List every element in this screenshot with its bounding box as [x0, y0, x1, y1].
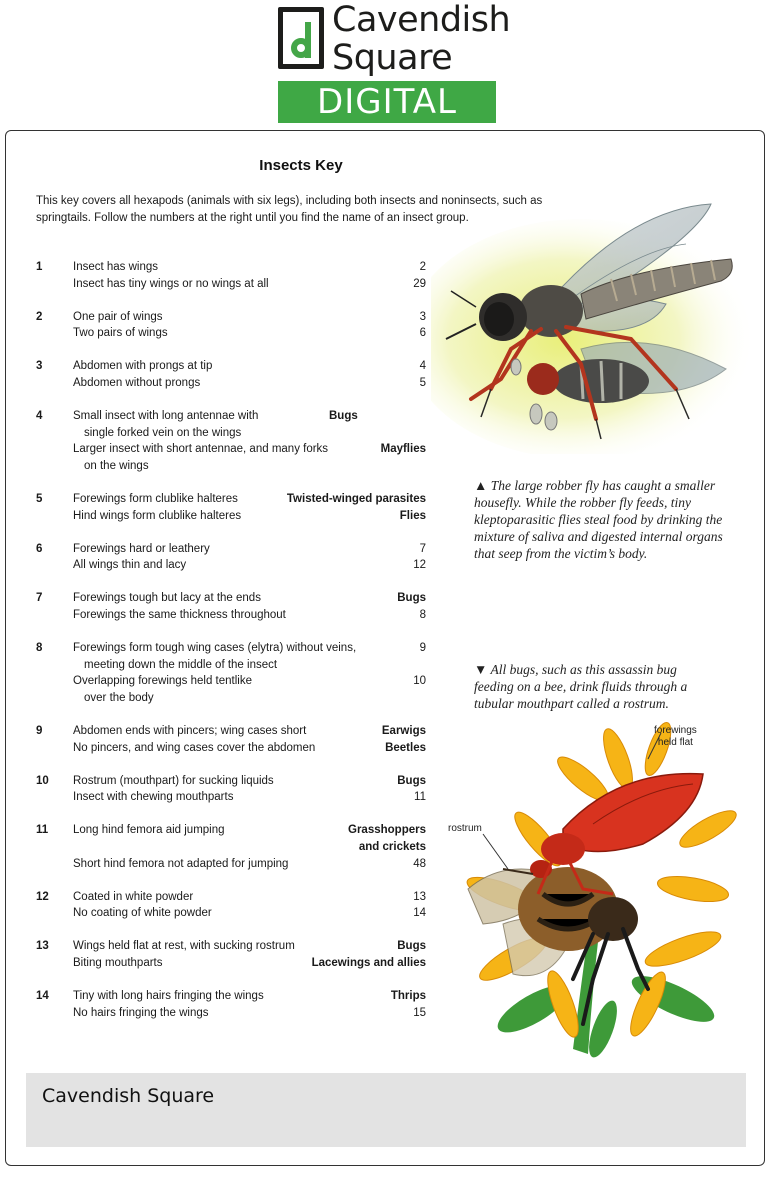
couplet-description — [73, 955, 306, 972]
key-couplet-row — [36, 508, 426, 525]
page-frame — [5, 130, 765, 1166]
couplet-result — [342, 822, 426, 856]
forewings-label — [654, 725, 697, 749]
key-group-14 — [36, 988, 426, 1022]
key-couplet-row — [36, 259, 426, 276]
key-group-12 — [36, 889, 426, 923]
key-couplet-row — [36, 938, 426, 955]
rostrum-label: rostrum — [448, 823, 482, 834]
couplet-result: 8 — [419, 608, 426, 621]
couplet-description — [73, 375, 414, 392]
key-group-5 — [36, 491, 426, 525]
key-couplet-row — [36, 740, 426, 757]
key-group-10 — [36, 773, 426, 807]
couplet-number — [36, 740, 73, 757]
couplet-description — [73, 590, 391, 607]
couplet-number: 2 — [36, 310, 43, 323]
key-group-3 — [36, 358, 426, 392]
couplet-description — [73, 773, 391, 790]
couplet-number — [36, 276, 73, 293]
couplet-number — [36, 905, 73, 922]
key-couplet-row — [36, 1005, 426, 1022]
key-couplet-row — [36, 889, 426, 906]
couplet-description — [73, 673, 407, 707]
couplet-result: Twisted-winged parasites — [286, 492, 426, 505]
forewings-label-line-2: held flat — [657, 737, 693, 748]
description-line: on the wings — [84, 460, 149, 473]
description-line: Overlapping forewings held tentlike — [73, 675, 252, 688]
key-group-6 — [36, 541, 426, 575]
couplet-result: Bugs — [329, 409, 358, 422]
assassin-bug-caption: ▼ All bugs, such as this assassin bug feeding on a bee, drink fluids through a tubular mouthpart called a rostrum. — [474, 662, 688, 711]
couplet-number: 4 — [36, 409, 43, 422]
couplet-description — [73, 740, 379, 757]
couplet-result: 13 — [413, 890, 426, 903]
couplet-result: 2 — [419, 261, 426, 273]
result-line: Grasshoppers — [348, 824, 426, 837]
robber-fly-illustration — [431, 189, 756, 454]
couplet-description — [73, 905, 407, 922]
key-couplet-row — [36, 822, 426, 856]
couplet-result: 12 — [413, 559, 426, 572]
description-line: Insect has tiny wings or no wings at all — [73, 277, 269, 290]
couplet-description — [73, 723, 376, 740]
couplet-number — [36, 1005, 73, 1022]
key-couplet-row — [36, 541, 426, 558]
key-couplet-row — [36, 856, 426, 873]
couplet-number — [36, 375, 73, 392]
couplet-result: 5 — [419, 376, 426, 389]
key-couplet-row — [36, 988, 426, 1005]
couplet-description — [73, 276, 407, 293]
couplet-number — [36, 441, 73, 475]
key-couplet-row — [36, 640, 426, 674]
description-line: Coated in white powder — [73, 890, 194, 903]
couplet-description — [73, 640, 414, 674]
description-line: Forewings hard or leathery — [73, 542, 210, 555]
couplet-result: 10 — [413, 675, 426, 688]
description-line: Abdomen ends with pincers; wing cases short — [73, 724, 307, 737]
key-couplet-row — [36, 491, 426, 508]
logo-wordmark — [332, 1, 510, 77]
logo-d-icon — [278, 7, 324, 69]
description-line: One pair of wings — [73, 310, 163, 323]
couplet-number — [36, 673, 73, 707]
couplet-number: 5 — [36, 492, 43, 505]
key-couplet-row — [36, 773, 426, 790]
couplet-result: Bugs — [397, 774, 426, 787]
couplet-result: 9 — [419, 641, 426, 654]
couplet-result: Bugs — [397, 592, 426, 605]
couplet-number: 3 — [36, 360, 43, 373]
couplet-description — [73, 856, 407, 873]
key-couplet-row — [36, 723, 426, 740]
couplet-description — [73, 408, 323, 442]
couplet-number: 8 — [36, 641, 43, 654]
couplet-result: 6 — [419, 327, 426, 340]
key-couplet-row — [36, 358, 426, 375]
couplet-result: 3 — [419, 310, 426, 323]
assassin-bug-illustration — [443, 719, 748, 1064]
description-line: Abdomen without prongs — [73, 376, 201, 389]
couplet-description — [73, 607, 414, 624]
key-group-2 — [36, 309, 426, 343]
couplet-description — [73, 358, 414, 375]
key-couplet-row — [36, 309, 426, 326]
description-line: Forewings the same thickness throughout — [73, 608, 286, 621]
description-line: Small insect with long antennae with — [73, 409, 259, 422]
logo-line-2: Square — [332, 38, 453, 78]
description-line: Insect has wings — [73, 261, 159, 273]
key-group-9 — [36, 723, 426, 757]
couplet-description — [73, 1005, 407, 1022]
couplet-description — [73, 441, 375, 475]
couplet-description — [73, 508, 394, 525]
key-couplet-row — [36, 276, 426, 293]
page-title: Insects Key — [259, 157, 343, 174]
description-line: Two pairs of wings — [73, 327, 168, 340]
description-line: over the body — [84, 692, 154, 705]
couplet-result: Bugs — [397, 940, 426, 953]
description-line: No hairs fringing the wings — [73, 1006, 209, 1019]
description-line: Forewings tough but lacy at the ends — [73, 592, 261, 605]
couplet-result: Beetles — [385, 741, 426, 754]
description-line: Wings held flat at rest, with sucking rostrum — [73, 940, 295, 953]
description-line: No pincers, and wing cases cover the abdomen — [73, 741, 316, 754]
description-line: Hind wings form clublike halteres — [73, 509, 242, 522]
description-line: All wings thin and lacy — [73, 559, 187, 572]
couplet-result: 29 — [413, 277, 426, 290]
couplet-number: 6 — [36, 542, 43, 555]
key-group-4 — [36, 408, 426, 475]
key-couplet-row — [36, 789, 426, 806]
key-couplet-row — [36, 325, 426, 342]
insect-key — [36, 259, 426, 1037]
couplet-number — [36, 325, 73, 342]
description-line: single forked vein on the wings — [84, 426, 242, 439]
key-couplet-row — [36, 673, 426, 707]
couplet-number — [36, 557, 73, 574]
couplet-number — [36, 856, 73, 873]
couplet-description — [73, 938, 391, 955]
couplet-number: 12 — [36, 890, 49, 903]
couplet-result: Mayflies — [380, 443, 426, 456]
couplet-number: 9 — [36, 724, 43, 737]
couplet-description — [73, 557, 407, 574]
footer-bar — [26, 1073, 746, 1147]
key-couplet-row — [36, 607, 426, 624]
couplet-result: Earwigs — [381, 724, 426, 737]
couplet-result: 7 — [419, 542, 426, 555]
key-couplet-row — [36, 955, 426, 972]
couplet-result: Thrips — [390, 989, 426, 1002]
couplet-description — [73, 491, 281, 508]
description-line: Abdomen with prongs at tip — [73, 360, 213, 373]
key-couplet-row — [36, 905, 426, 922]
couplet-description — [73, 789, 408, 806]
couplet-result: 11 — [414, 791, 426, 804]
couplet-number: 13 — [36, 940, 49, 953]
couplet-description — [73, 988, 385, 1005]
intro-text: This key covers all hexapods (animals with six legs), including both insects and noninsects, such as springtails. Follow the numbers at the right until you find the name of an insect group. — [36, 195, 543, 224]
description-line: Biting mouthparts — [73, 956, 163, 969]
description-line: Short hind femora not adapted for jumping — [73, 857, 289, 870]
description-line: meeting down the middle of the insect — [84, 658, 278, 671]
couplet-description — [73, 325, 414, 342]
result-line: and crickets — [358, 840, 426, 853]
description-line: Forewings form tough wing cases (elytra) without veins, — [73, 641, 357, 654]
description-line: Tiny with long hairs fringing the wings — [73, 989, 264, 1002]
couplet-result: Flies — [399, 509, 426, 522]
key-group-1 — [36, 259, 426, 293]
couplet-description — [73, 259, 414, 276]
key-group-7 — [36, 590, 426, 624]
couplet-description — [73, 822, 342, 856]
key-group-8 — [36, 640, 426, 707]
description-line: No coating of white powder — [73, 907, 212, 920]
couplet-result: 15 — [413, 1006, 426, 1019]
key-couplet-row — [36, 408, 426, 442]
logo-banner: DIGITAL — [278, 81, 496, 123]
couplet-result: Lacewings and allies — [311, 956, 426, 969]
couplet-number: 10 — [36, 774, 49, 787]
description-line: Long hind femora aid jumping — [73, 824, 225, 837]
couplet-result: 14 — [413, 907, 426, 920]
description-line: Rostrum (mouthpart) for sucking liquids — [73, 774, 274, 787]
key-group-11 — [36, 822, 426, 872]
couplet-number: 11 — [36, 824, 49, 837]
description-line: Larger insect with short antennae, and many forks — [73, 443, 329, 456]
couplet-number — [36, 508, 73, 525]
couplet-number — [36, 789, 73, 806]
couplet-description — [73, 889, 407, 906]
key-couplet-row — [36, 590, 426, 607]
couplet-number — [36, 607, 73, 624]
description-line: Forewings form clublike halteres — [73, 492, 238, 505]
logo-line-1: Cavendish — [332, 0, 511, 40]
key-couplet-row — [36, 557, 426, 574]
couplet-number: 1 — [36, 261, 43, 273]
publisher-logo — [278, 0, 511, 123]
couplet-result: 4 — [419, 360, 426, 373]
couplet-number: 7 — [36, 592, 43, 605]
footer-text: Cavendish Square — [42, 1085, 215, 1107]
key-couplet-row — [36, 375, 426, 392]
description-line: Insect with chewing mouthparts — [73, 791, 234, 804]
couplet-result: 48 — [413, 857, 426, 870]
couplet-number: 14 — [36, 989, 49, 1002]
couplet-number — [36, 955, 73, 972]
robber-fly-caption: ▲ The large robber fly has caught a smaller housefly. While the robber fly feeds, tiny kleptoparasitic flies steal food by drinking the mixture of saliva and digested internal organs that seep from the victim’s body. — [474, 478, 723, 561]
couplet-description — [73, 309, 414, 326]
key-group-13 — [36, 938, 426, 972]
couplet-description — [73, 541, 414, 558]
key-couplet-row — [36, 441, 426, 475]
forewings-label-line-1: forewings — [654, 725, 697, 736]
